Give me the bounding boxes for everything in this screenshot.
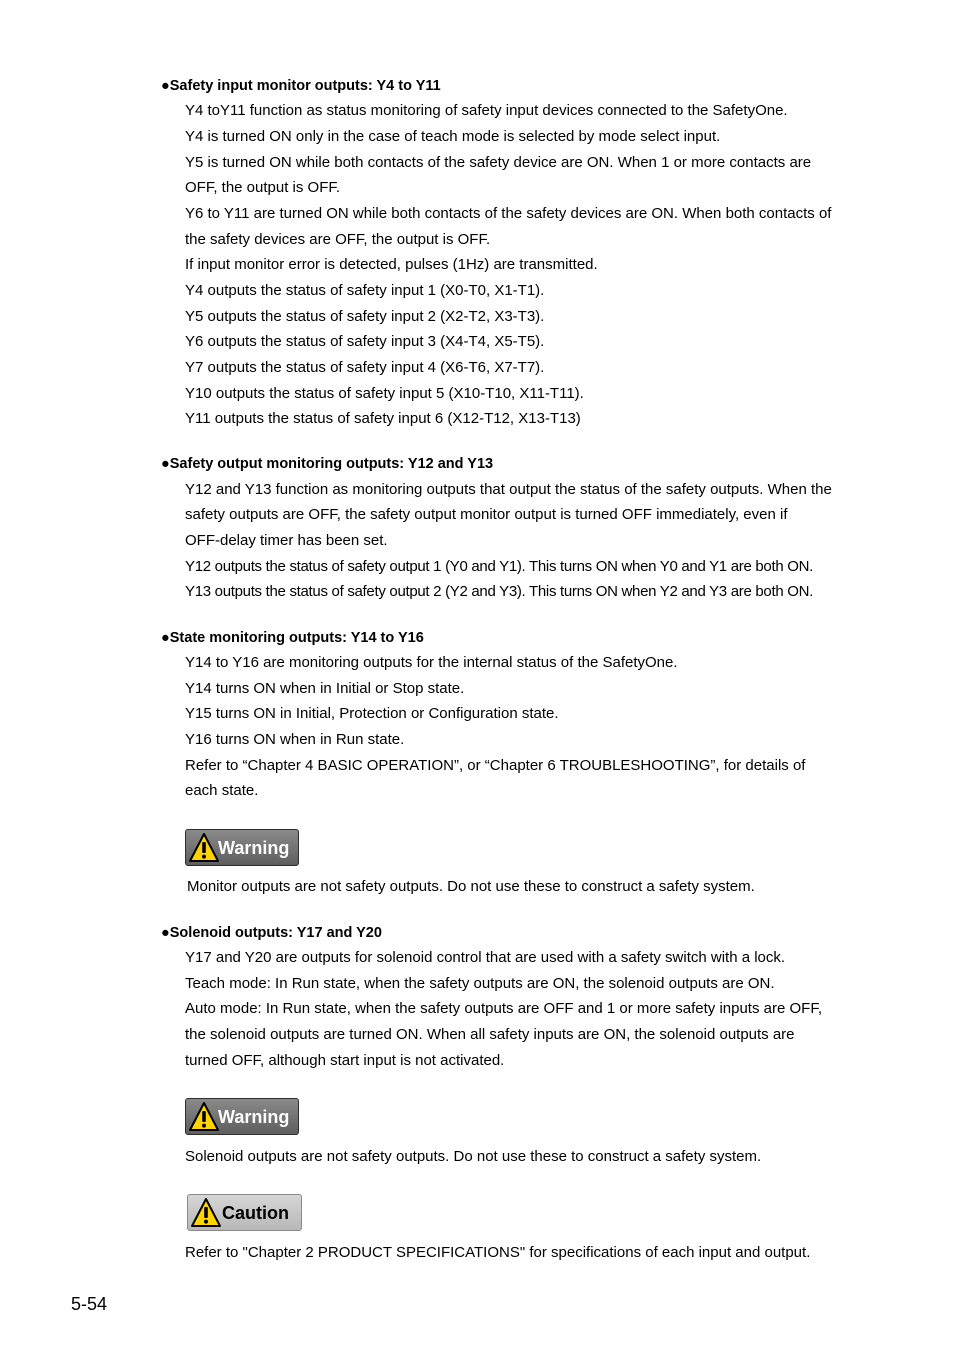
warning-text: Monitor outputs are not safety outputs. Do not use these to construct a safety system.: [187, 878, 755, 895]
body-line: Y4 is turned ON only in the case of teach mode is selected by mode select input.: [185, 128, 721, 145]
warning-label: Warning: [218, 838, 290, 858]
body-line: the safety devices are OFF, the output is OFF.: [185, 231, 491, 248]
warning-badge: [185, 1098, 299, 1135]
body-line: safety outputs are OFF, the safety output monitor output is turned OFF immediately, even if: [185, 506, 788, 523]
warning-text: Solenoid outputs are not safety outputs. Do not use these to construct a safety system.: [185, 1148, 762, 1165]
caution-badge: [187, 1194, 302, 1231]
body-line: Y6 outputs the status of safety input 3 (X4-T4, X5-T5).: [185, 333, 545, 350]
body-line: Y13 outputs the status of safety output 2 (Y2 and Y3). This turns ON when Y2 and Y3 are both ON.: [185, 583, 813, 600]
body-line: Y14 to Y16 are monitoring outputs for the internal status of the SafetyOne.: [185, 654, 678, 671]
body-line: turned OFF, although start input is not activated.: [185, 1052, 505, 1069]
body-line: Refer to “Chapter 4 BASIC OPERATION”, or “Chapter 6 TROUBLESHOOTING”, for details of: [185, 757, 806, 774]
body-line: Y7 outputs the status of safety input 4 (X6-T6, X7-T7).: [185, 359, 545, 376]
caution-triangle-icon: [190, 1197, 222, 1228]
body-line: Y5 is turned ON while both contacts of the safety device are ON. When 1 or more contacts are: [185, 154, 812, 171]
body-line: the solenoid outputs are turned ON. When all safety inputs are ON, the solenoid outputs are: [185, 1026, 795, 1043]
body-line: Y11 outputs the status of safety input 6 (X12-T12, X13-T13): [185, 410, 581, 427]
section-title-solenoid-outputs: ●Solenoid outputs: Y17 and Y20: [161, 925, 382, 941]
body-line: Y14 turns ON when in Initial or Stop state.: [185, 680, 465, 697]
body-line: OFF-delay timer has been set.: [185, 532, 388, 549]
body-line: Y16 turns ON when in Run state.: [185, 731, 405, 748]
body-line: Y15 turns ON in Initial, Protection or Configuration state.: [185, 705, 559, 722]
body-line: Y4 outputs the status of safety input 1 (X0-T0, X1-T1).: [185, 282, 545, 299]
warning-label: Warning: [218, 1107, 290, 1127]
body-line: Auto mode: In Run state, when the safety outputs are OFF and 1 or more safety inputs are OFF,: [185, 1000, 822, 1017]
body-line: Teach mode: In Run state, when the safety outputs are ON, the solenoid outputs are ON.: [185, 975, 775, 992]
warning-badge: [185, 829, 299, 866]
body-line: Y12 and Y13 function as monitoring outputs that output the status of the safety outputs. When the: [185, 481, 832, 498]
caution-text: Refer to "Chapter 2 PRODUCT SPECIFICATIONS" for specifications of each input and output.: [185, 1244, 811, 1261]
section-title-safety-output-monitoring: ●Safety output monitoring outputs: Y12 and Y13: [161, 456, 494, 472]
warning-triangle-icon: [188, 832, 220, 863]
body-line: Y6 to Y11 are turned ON while both contacts of the safety devices are ON. When both contacts of: [185, 205, 832, 222]
section-title-state-monitoring: ●State monitoring outputs: Y14 to Y16: [161, 630, 424, 646]
caution-label: Caution: [222, 1203, 289, 1223]
body-line: Y10 outputs the status of safety input 5 (X10-T10, X11-T11).: [185, 385, 584, 402]
warning-triangle-icon: [188, 1101, 220, 1132]
body-line: If input monitor error is detected, pulses (1Hz) are transmitted.: [185, 256, 598, 273]
body-line: Y17 and Y20 are outputs for solenoid control that are used with a safety switch with a lock.: [185, 949, 786, 966]
body-line: Y12 outputs the status of safety output 1 (Y0 and Y1). This turns ON when Y0 and Y1 are both ON.: [185, 558, 813, 575]
section-title-safety-input-monitor: ●Safety input monitor outputs: Y4 to Y11: [161, 78, 441, 94]
body-line: OFF, the output is OFF.: [185, 179, 341, 196]
page-number: 5-54: [71, 1294, 108, 1314]
body-line: Y5 outputs the status of safety input 2 (X2-T2, X3-T3).: [185, 308, 545, 325]
body-line: Y4 toY11 function as status monitoring of safety input devices connected to the SafetyOne.: [185, 102, 788, 119]
body-line: each state.: [185, 782, 259, 799]
